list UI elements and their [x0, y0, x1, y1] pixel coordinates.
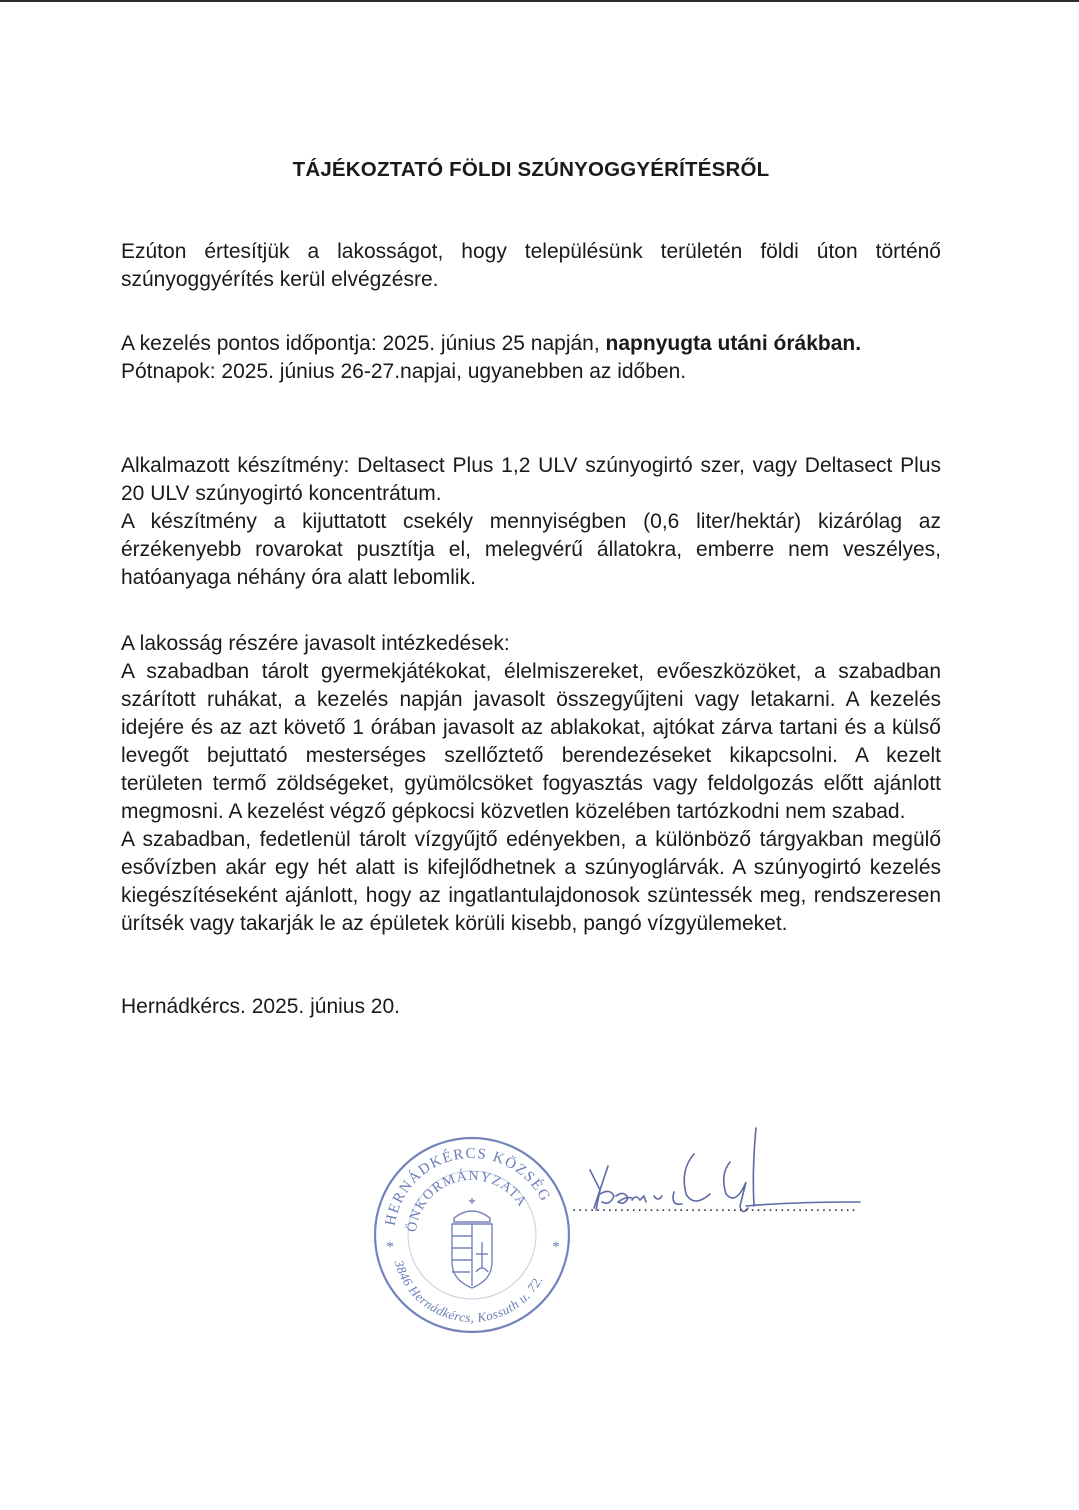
document-body	[121, 150, 941, 1021]
treatment-time-text: A kezelés pontos időpontja: 2025. június 25 napján,	[121, 332, 606, 355]
stamp-bottom-text: 3846 Hernádkércs, Kossuth u. 72.	[391, 1258, 546, 1326]
top-border	[0, 0, 1079, 2]
svg-text:*: *	[552, 1239, 560, 1256]
intro-paragraph: Ezúton értesítjük a lakosságot, hogy településünk területén földi úton történő szúnyoggyérítés kerül elvégzésre.	[121, 240, 941, 291]
signature-line: ................................................	[572, 1198, 858, 1215]
coat-of-arms-icon	[452, 1198, 492, 1288]
backup-days: Pótnapok: 2025. június 26-27.napjai, ugyanebben az időben.	[121, 360, 687, 383]
treatment-time-bold: napnyugta utáni órákban.	[605, 332, 862, 355]
official-stamp	[372, 1132, 572, 1338]
product-paragraph: Alkalmazott készítmény: Deltasect Plus 1,2 ULV szúnyogirtó szer, vagy Deltasect Plus 20 ULV szúnyogirtó koncentrátum.	[121, 454, 941, 505]
water-paragraph: A szabadban, fedetlenül tárolt vízgyűjtő edényekben, a különböző tárgyakban megülő esővízben akár egy hét alatt is kifejlődhetnek a szúnyoglárvák. A szúnyogirtó kezelés kiegészítéseként ajánlott, hogy az ingatlantulajdonosok szüntessék meg, rendszeresen ürítsék vagy takarják le az épületek körüli kisebb, pangó vízgyülemeket.	[121, 828, 941, 935]
document-title: TÁJÉKOZTATÓ FÖLDI SZÚNYOGGYÉRÍTÉSRŐL	[292, 158, 770, 181]
measures-heading: A lakosság részére javasolt intézkedések:	[121, 632, 510, 655]
svg-text:*: *	[386, 1239, 394, 1256]
measures-paragraph: A szabadban tárolt gyermekjátékokat, élelmiszereket, evőeszközöket, a szabadban szárított ruhákat, a kezelés napján javasolt összegyűjteni vagy letakarni. A kezelés idejére és az azt követő 1 órában javasolt az ablakokat, ajtókat zárva tartani és a külső levegőt bejuttató mesterséges szellőztető berendezéseket kikapcsolni. A kezelt területen termő zöldségeket, gyümölcsöket fogyasztás vagy feldolgozás előtt ajánlott megmosni. A kezelést végző gépkocsi közvetlen közelében tartózkodni nem szabad.	[121, 660, 941, 823]
treatment-time	[121, 330, 941, 358]
stamp-inner-text: ÖNKORMÁNYZATA	[404, 1168, 530, 1234]
place-date: Hernádkércs. 2025. június 20.	[121, 995, 400, 1018]
product-safety-paragraph: A készítmény a kijuttatott csekély mennyiségben (0,6 liter/hektár) kizárólag az érzékenyebb rovarokat pusztítja el, melegvérű állatokra, emberre nem veszélyes, hatóanyaga néhány óra alatt lebomlik.	[121, 510, 941, 589]
stamp-outer-text: HERNÁDKÉRCS KÖZSÉG	[382, 1145, 554, 1228]
